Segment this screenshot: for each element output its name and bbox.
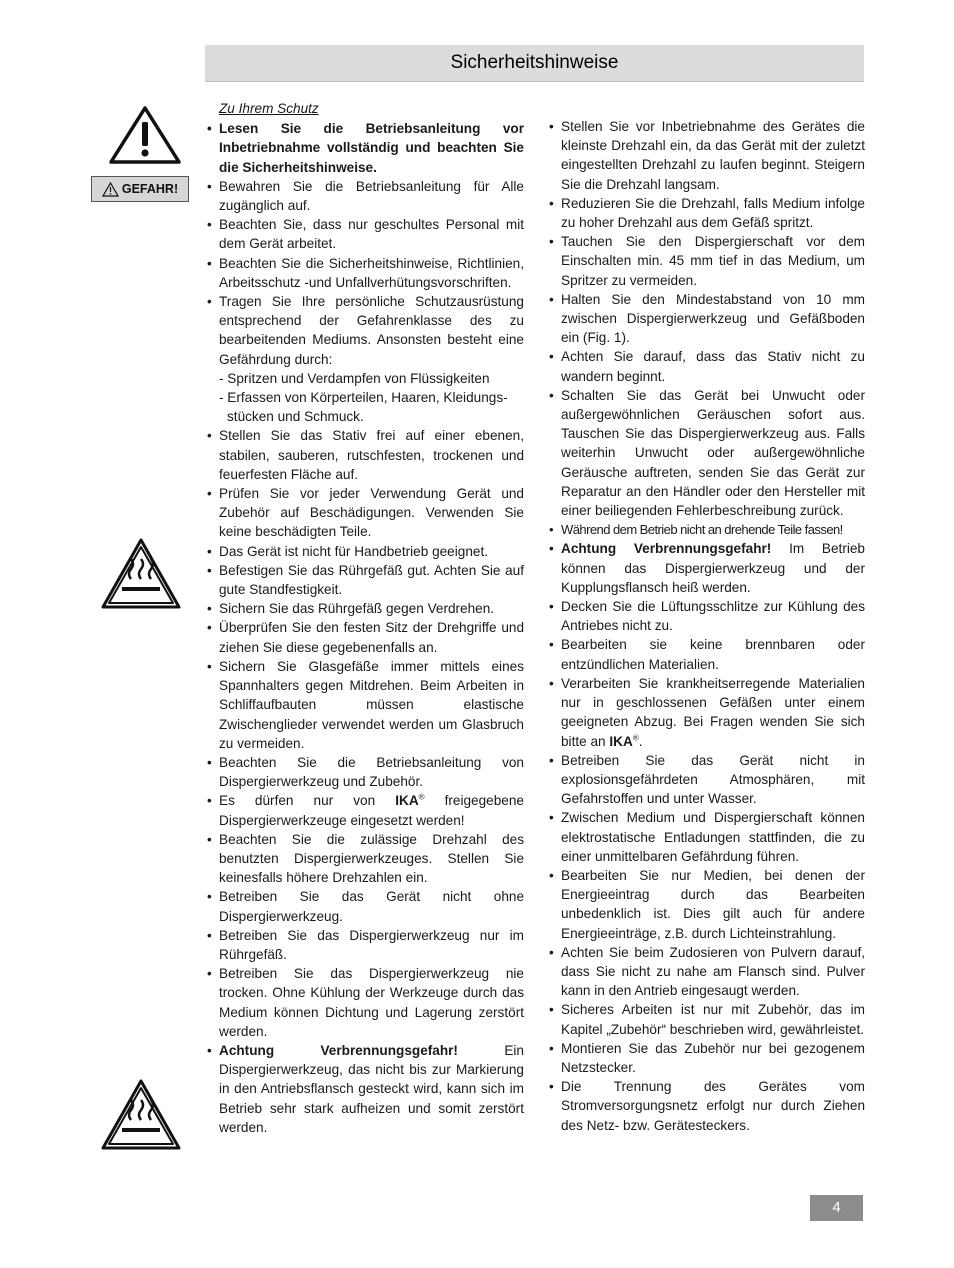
list-item: • Befestigen Sie das Rührgefäß gut. Achten Sie auf gute Standfestigkeit. — [204, 561, 524, 599]
burn-warning-label: Achtung Verbrennungsgefahr! — [219, 1042, 458, 1058]
brand-name: IKA — [609, 733, 633, 749]
list-item: • Bewahren Sie die Betriebsanleitung für Alle zugänglich auf. — [204, 177, 524, 215]
list-item: • Reduzieren Sie die Drehzahl, falls Medium infolge zu hoher Drehzahl aus dem Gefäß spritzt. — [546, 194, 865, 232]
list-item — [204, 791, 524, 829]
section-header — [205, 45, 864, 82]
item-text: Ein Dispergierwerkzeug, das nicht bis zur Markierung in den Antriebsflansch gesteckt wird, kann sich im Betrieb sehr stark aufheizen und somit zerstört werden. — [219, 1042, 524, 1135]
sub-item: - Erfassen von Körperteilen, Haaren, Kleidungs- — [219, 390, 508, 406]
danger-badge — [91, 176, 189, 202]
list-item: • Während dem Betrieb nicht an drehende Teile fassen! — [546, 520, 865, 539]
list-item — [204, 1041, 524, 1137]
item-text: Im Betrieb können das Dispergierwerkzeug und der Kupplungsflansch heiß werden. — [561, 541, 865, 595]
list-item: • Halten Sie den Mindestabstand von 10 mm zwischen Dispergierwerkzeug und Gefäßboden ein (Fig. 1). — [546, 290, 865, 348]
hot-surface-icon — [100, 1078, 182, 1151]
list-item: • Betreiben Sie das Dispergierwerkzeug nie trocken. Ohne Kühlung der Werkzeuge durch das Medium können Dichtung und Lagerung zerstört werden. — [204, 964, 524, 1041]
list-item: • Betreiben Sie das Gerät nicht in explosionsgefährdeten Atmosphären, mit Gefahrstoffen und unter Wasser. — [546, 751, 865, 809]
list-item: • Betreiben Sie das Dispergierwerkzeug nur im Rührgefäß. — [204, 926, 524, 964]
list-item: • Die Trennung des Gerätes vom Stromversorgungsnetz erfolgt nur durch Ziehen des Netz- bzw. Gerätesteckers. — [546, 1077, 865, 1135]
brand-name: IKA — [395, 793, 419, 809]
page-title: Sicherheitshinweise — [450, 52, 619, 73]
list-item: • Sicheres Arbeiten ist nur mit Zubehör, das im Kapitel „Zubehör“ beschrieben wird, gewährleistet. — [546, 1000, 865, 1038]
burn-warning-label: Achtung Verbrennungsgefahr! — [561, 541, 772, 557]
list-item: • Beachten Sie die Sicherheitshinweise, Richtlinien, Arbeitsschutz -und Unfallverhütungsvorschriften. — [204, 254, 524, 292]
list-item: • Zwischen Medium und Dispergierschaft können elektrostatische Entladungen stattfinden, die zu einer unmittelbaren Gefährdung führen. — [546, 808, 865, 866]
list-item: • Beachten Sie die zulässige Drehzahl des benutzten Dispergierwerkzeuges. Stellen Sie keinesfalls höhere Drehzahlen ein. — [204, 830, 524, 888]
list-item: • Betreiben Sie das Gerät nicht ohne Dispergierwerkzeug. — [204, 887, 524, 925]
page-number: 4 — [810, 1195, 863, 1221]
list-item: • Überprüfen Sie den festen Sitz der Drehgriffe und ziehen Sie diese gegebenenfalls an. — [204, 618, 524, 656]
item-text: Verarbeiten Sie krankheitserregende Materialien nur in geschlossenen Gefäßen unter einem geeigneten Abzug. Bei Fragen wenden Sie sich bitte an — [561, 675, 865, 749]
warning-triangle-small-icon — [102, 182, 119, 197]
list-item: • Bearbeiten Sie nur Medien, bei denen der Energieeintrag durch das Bearbeiten unbedenklich ist. Dies gilt auch für andere Energieeinträge, z.B. durch Lichteinstrahlung. — [546, 866, 865, 943]
list-item: • Stellen Sie vor Inbetriebnahme des Gerätes die kleinste Drehzahl ein, da das Gerät mit der zuletzt eingestellten Drehzahl zu laufen beginnt. Steigern Sie die Drehzahl langsam. — [546, 117, 865, 194]
sub-item-continuation: stücken und Schmuck. — [227, 409, 364, 425]
registered-mark: ® — [418, 792, 425, 802]
list-item: • Das Gerät ist nicht für Handbetrieb geeignet. — [204, 542, 524, 561]
warning-triangle-icon — [108, 104, 182, 166]
list-item: • Beachten Sie die Betriebsanleitung von Dispergierwerkzeug und Zubehör. — [204, 753, 524, 791]
registered-mark: ® — [632, 732, 639, 742]
left-column — [204, 99, 524, 1137]
list-item: • Tauchen Sie den Dispergierschaft vor dem Einschalten min. 45 mm tief in das Medium, um Spritzer zu vermeiden. — [546, 232, 865, 290]
list-item: • Decken Sie die Lüftungsschlitze zur Kühlung des Antriebes nicht zu. — [546, 597, 865, 635]
list-item: • Montieren Sie das Zubehör nur bei gezogenem Netzstecker. — [546, 1039, 865, 1077]
list-item: • Sichern Sie das Rührgefäß gegen Verdrehen. — [204, 599, 524, 618]
item-text: . — [638, 733, 643, 749]
list-item: • Lesen Sie die Betriebsanleitung vor Inbetriebnahme vollständig und beachten Sie die Sicherheitshinweise. — [204, 119, 524, 177]
danger-label: GEFAHR! — [121, 182, 179, 196]
list-item: • Tragen Sie Ihre persönliche Schutzausrüstung entsprechend der Gefahrenklasse des zu bearbeitenden Mediums. Ansonsten besteht eine Gefährdung durch: — [204, 292, 524, 369]
list-item: • Achten Sie beim Zudosieren von Pulvern darauf, dass Sie nicht zu nahe am Flansch sind. Pulver kann in den Antrieb eingesaugt werden. — [546, 943, 865, 1001]
item-text: Es dürfen nur von — [219, 793, 396, 809]
sub-item: - Spritzen und Verdampfen von Flüssigkeiten — [219, 370, 490, 386]
list-item: • Beachten Sie, dass nur geschultes Personal mit dem Gerät arbeitet. — [204, 215, 524, 253]
list-item: • Bearbeiten sie keine brennbaren oder entzündlichen Materialien. — [546, 635, 865, 673]
list-item: • Sichern Sie Glasgefäße immer mittels eines Spannhalters gegen Mitdrehen. Beim Arbeiten in Schliffaufbauten müssen elastische Zwischenglieder verwendet werden um Glasbruch zu vermeiden. — [204, 657, 524, 753]
list-item: • Stellen Sie das Stativ frei auf einer ebenen, stabilen, sauberen, rutschfesten, trockenen und feuerfesten Fläche auf. — [204, 426, 524, 484]
list-item: • Achten Sie darauf, dass das Stativ nicht zu wandern beginnt. — [546, 347, 865, 385]
subheading: Zu Ihrem Schutz — [219, 101, 319, 116]
hot-surface-icon — [100, 537, 182, 610]
list-item — [546, 539, 865, 597]
list-item — [546, 674, 865, 751]
list-item: • Schalten Sie das Gerät bei Unwucht oder außergewöhnlichen Geräuschen sofort aus. Tauschen Sie das Dispergierwerkzeug aus. Falls weiterhin Unwucht oder außergewöhnliche Geräusche auftreten, senden Sie das Gerät zur Reparatur an den Händler oder den Hersteller mit einer beiliegenden Fehlerbeschreibung zurück. — [546, 386, 865, 520]
list-item: • Prüfen Sie vor jeder Verwendung Gerät und Zubehör auf Beschädigungen. Verwenden Sie keine beschädigten Teile. — [204, 484, 524, 542]
item-text: freigegebene Dispergierwerkzeuge eingesetzt werden! — [219, 793, 524, 828]
right-column — [546, 117, 865, 1135]
